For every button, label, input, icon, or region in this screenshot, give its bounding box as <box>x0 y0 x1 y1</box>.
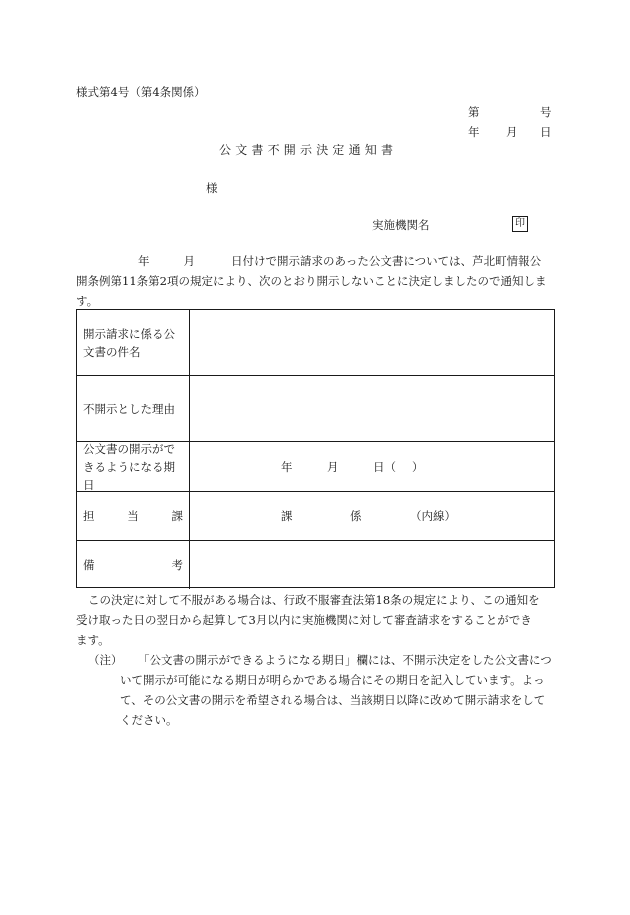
remarks-value-field[interactable] <box>190 541 554 589</box>
doc-number-dai: 第 <box>468 105 480 119</box>
intro-line-1 <box>76 251 552 271</box>
intro-line-1-rest: 日付けで開示請求のあった公文書については、芦北町情報公 <box>231 254 542 268</box>
disclosure-month: 月 <box>327 459 339 474</box>
appeal-notice-line-2: 受け取った日の翌日から起算して3月以内に実施機関に対して審査請求をすることができ <box>76 613 532 627</box>
department-ka: 課 <box>281 509 293 523</box>
row-header-reason-text: 不開示とした理由 <box>83 401 175 416</box>
dept-header-char-3: 課 <box>171 509 183 523</box>
department-extension: （内線） <box>410 509 456 523</box>
intro-year: 年 <box>138 254 150 268</box>
appeal-notice-line-1: この決定に対して不服がある場合は、行政不服審査法第18条の規定により、この通知を <box>88 593 540 607</box>
document-title: 公文書不開示決定通知書 <box>219 143 398 157</box>
date-month-label: 月 <box>506 125 518 139</box>
addressee-suffix: 様 <box>206 181 218 195</box>
table-row-disclosure-date <box>77 442 554 492</box>
table-row-department <box>77 492 554 541</box>
disclosure-date-field[interactable] <box>190 442 554 491</box>
seal-mark: 印 <box>512 216 528 232</box>
note-line-4: ください。 <box>120 713 178 727</box>
note-line-1: 「公文書の開示ができるようになる期日」欄には、不開示決定をした公文書につ <box>138 653 552 667</box>
table-row-reason <box>77 376 554 442</box>
row-header-subject <box>77 310 190 375</box>
disclosure-close-paren: ） <box>412 459 424 474</box>
row-header-subject-text: 開示請求に係る公文書の件名 <box>83 326 175 359</box>
disclosure-day: 日（ <box>373 459 396 474</box>
appeal-notice-line-3: ます。 <box>76 633 110 647</box>
intro-line-2: 開条例第11条第2項の規定により、次のとおり開示しないことに決定しましたので通知しま <box>76 274 547 288</box>
decision-table <box>76 309 555 588</box>
remarks-header-char-1: 備 <box>83 558 95 572</box>
department-kakari: 係 <box>350 509 362 523</box>
date-day-label: 日 <box>540 125 552 139</box>
intro-month: 月 <box>183 254 195 268</box>
intro-line-3: す。 <box>76 294 99 308</box>
disclosure-year: 年 <box>281 459 293 474</box>
row-header-department <box>77 492 190 540</box>
row-header-disclosure-date-text: 公文書の開示ができるようになる期日 <box>83 441 175 492</box>
date-year-label: 年 <box>468 125 480 139</box>
department-field[interactable] <box>190 492 554 540</box>
row-header-reason <box>77 376 190 441</box>
table-row-subject <box>77 310 554 376</box>
note-line-2: いて開示が可能になる期日が明らかである場合にその期日を記入しています。よっ <box>120 673 545 687</box>
reason-value-field[interactable] <box>190 376 554 441</box>
doc-number-go: 号 <box>540 105 552 119</box>
agency-name-label: 実施機関名 <box>372 218 430 232</box>
form-number-label: 様式第4号（第4条関係） <box>76 85 206 99</box>
row-header-remarks <box>77 541 190 589</box>
note-line-3: て、その公文書の開示を希望される場合は、当該期日以降に改めて開示請求をして <box>120 693 546 707</box>
row-header-disclosure-date <box>77 442 190 491</box>
note-label: （注） <box>88 653 123 667</box>
dept-header-char-2: 当 <box>127 509 139 523</box>
table-row-remarks <box>77 541 554 589</box>
dept-header-char-1: 担 <box>83 509 95 523</box>
intro-paragraph <box>76 251 552 311</box>
remarks-header-char-2: 考 <box>171 558 183 572</box>
subject-value-field[interactable] <box>190 310 554 375</box>
